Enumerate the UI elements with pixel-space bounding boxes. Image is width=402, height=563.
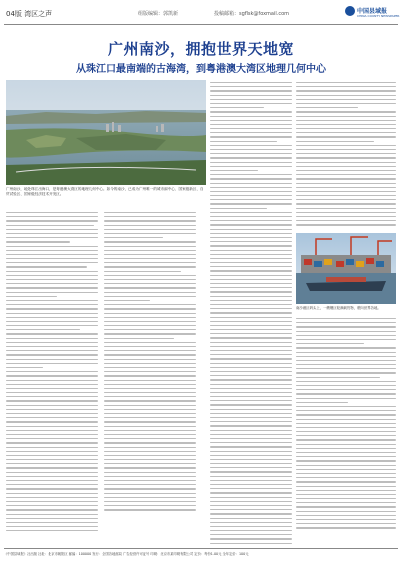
logo-title: 中国县域报 xyxy=(357,8,388,15)
port-photo-caption: 南沙港区码头上，一艘艘巨轮满载货物，驶向世界各地。 xyxy=(296,306,381,310)
editor-credit: 组版编辑：郭凯新 xyxy=(138,11,179,17)
logo-subtitle: CHINA COUNTY NEWSPAPER xyxy=(357,14,400,18)
photo-caption: 广州南沙，地处珠江出海口，是粤港澳大湾区的地理几何中心。如今的南沙，已成为广州唯一的城市副中心、国家级新区、自贸试验区、国家级经济技术开发区。 xyxy=(6,187,204,197)
port-photo xyxy=(296,233,396,304)
footer-divider xyxy=(4,548,398,549)
column-1 xyxy=(6,212,98,544)
column-4-bottom xyxy=(296,318,396,544)
newspaper-logo xyxy=(345,6,400,22)
page-footer: 《中国县域报》社出版 社址：北京市朝阳区 邮编：100000 发行：全国各地邮局 广告经营许可证号 印刷：北京市某印刷有限公司 定价：每份1.00元 全年定价：100元 xyxy=(4,552,249,556)
article-title: 广州南沙，拥抱世界天地宽 xyxy=(107,40,294,58)
page-header xyxy=(0,0,402,26)
header-divider xyxy=(4,24,398,25)
logo-emblem-icon xyxy=(345,6,355,16)
submission-email[interactable]: 投稿邮箱：sgflsk@foxmail.com xyxy=(214,11,290,17)
aerial-photo xyxy=(6,80,206,185)
column-3 xyxy=(210,82,292,544)
page-section-label: 04版 湾区之声 xyxy=(6,10,53,18)
column-4-top xyxy=(296,82,396,228)
article-subtitle: 从珠江口最南端的古海湾，到粤港澳大湾区地理几何中心 xyxy=(76,64,326,75)
column-2 xyxy=(104,212,196,544)
